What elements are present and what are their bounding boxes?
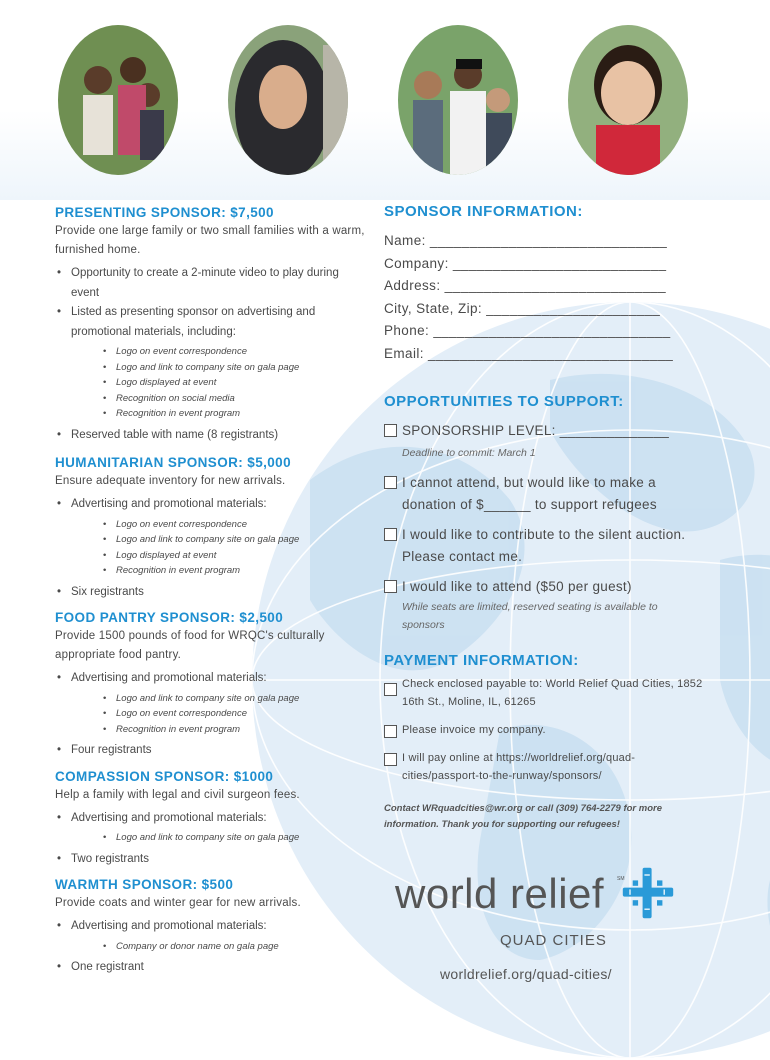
- sponsor-desc: Provide 1500 pounds of food for WRQC's culturally appropriate food pantry.: [55, 630, 325, 661]
- sub-item: • Logo and link to company site on gala page: [103, 532, 365, 548]
- sub-item: • Logo and link to company site on gala page: [103, 360, 365, 376]
- list-item: • Advertising and promotional materials: • Logo on event correspondence • Logo and link to company site on gala page • Logo displayed at event • Recognition in event program: [55, 495, 365, 579]
- photo-woman: [228, 25, 348, 175]
- sub-item: • Logo and link to company site on gala page: [103, 830, 365, 846]
- auction-option[interactable]: I would like to contribute to the silent auction. Please contact me.: [384, 524, 714, 568]
- city-state-zip-field[interactable]: City, State, Zip: ______________________: [384, 300, 661, 316]
- warmth-sponsor: [55, 877, 365, 978]
- sub-item: • Logo displayed at event: [103, 375, 365, 391]
- deadline-note: Deadline to commit: March 1: [402, 447, 536, 459]
- list-item: • Listed as presenting sponsor on advertising and promotional materials, including: • Logo on event correspondence • Logo and link to company site on gala page • Logo displayed at event • Recognition on social media • Recognition in event program: [55, 303, 365, 422]
- list-item: • Two registrants: [55, 850, 365, 870]
- name-field[interactable]: Name: ______________________________: [384, 233, 668, 248]
- sponsor-title: HUMANITARIAN SPONSOR: $5,000: [55, 455, 291, 470]
- sub-item: • Logo and link to company site on gala page: [103, 691, 365, 707]
- sponsor-form: [384, 203, 714, 833]
- service-mark: SM: [617, 876, 625, 882]
- checkbox[interactable]: [384, 476, 397, 489]
- checkbox[interactable]: [384, 683, 397, 696]
- checkbox[interactable]: [384, 528, 397, 541]
- opportunities-title: OPPORTUNITIES TO SUPPORT:: [384, 393, 624, 410]
- photo-family: [58, 25, 178, 175]
- sponsor-desc: Provide coats and winter gear for new arrivals.: [55, 897, 301, 909]
- phone-field[interactable]: Phone: ______________________________: [384, 323, 671, 338]
- list-item: • Advertising and promotional materials: • Logo and link to company site on gala page: [55, 809, 365, 846]
- list-item: • Opportunity to create a 2-minute video to play during event: [55, 264, 365, 303]
- sub-item: • Logo on event correspondence: [103, 517, 365, 533]
- sponsor-desc: Help a family with legal and civil surgeon fees.: [55, 788, 300, 801]
- sub-item: • Recognition in event program: [103, 406, 365, 422]
- sponsor-title: PRESENTING SPONSOR: $7,500: [55, 205, 274, 220]
- list-item: • Reserved table with name (8 registrants): [55, 426, 365, 446]
- list-item: • Six registrants: [55, 583, 365, 603]
- payment-title: PAYMENT INFORMATION:: [384, 652, 579, 669]
- sub-item: • Logo displayed at event: [103, 548, 365, 564]
- check-option[interactable]: Check enclosed payable to: World Relief Quad Cities, 1852 16th St., Moline, IL, 61265: [384, 675, 714, 711]
- sponsor-levels: [55, 205, 365, 986]
- donation-option[interactable]: I cannot attend, but would like to make a donation of $______ to support refugees: [384, 472, 714, 516]
- checkbox[interactable]: [384, 580, 397, 593]
- sub-item: • Recognition in event program: [103, 722, 365, 738]
- sub-item: • Logo on event correspondence: [103, 706, 365, 722]
- humanitarian-sponsor: [55, 455, 365, 602]
- world-relief-logo: [395, 866, 685, 956]
- sponsor-title: FOOD PANTRY SPONSOR: $2,500: [55, 610, 284, 625]
- sponsorship-level-option[interactable]: SPONSORSHIP LEVEL: ______________: [384, 420, 714, 442]
- list-item: • One registrant: [55, 958, 365, 978]
- checkbox[interactable]: [384, 424, 397, 437]
- sponsor-info-title: SPONSOR INFORMATION:: [384, 203, 583, 220]
- cross-icon: [621, 866, 675, 920]
- photo-men: [398, 25, 518, 175]
- website-link[interactable]: worldrelief.org/quad-cities/: [440, 966, 612, 982]
- email-field[interactable]: Email: _______________________________: [384, 345, 674, 361]
- sub-item: • Recognition in event program: [103, 563, 365, 579]
- presenting-sponsor: [55, 205, 365, 445]
- online-option[interactable]: I will pay online at https://worldrelief.org/quad-cities/passport-to-the-runway/sponsors/: [384, 749, 714, 785]
- sub-item: • Company or donor name on gala page: [103, 939, 365, 955]
- seating-note: While seats are limited, reserved seating is available to sponsors: [402, 601, 658, 631]
- sponsor-title: COMPASSION SPONSOR: $1000: [55, 768, 274, 784]
- address-field[interactable]: Address: ____________________________: [384, 278, 667, 293]
- list-item: • Advertising and promotional materials: • Logo and link to company site on gala page • Logo on event correspondence • Recognition in event program: [55, 669, 365, 737]
- sponsor-title: WARMTH SPONSOR: $500: [55, 877, 234, 892]
- checkbox[interactable]: [384, 725, 397, 738]
- sub-item: • Logo on event correspondence: [103, 344, 365, 360]
- sub-item: • Recognition on social media: [103, 391, 365, 407]
- logo-wordmark: world relief: [395, 870, 605, 917]
- sponsor-desc: Provide one large family or two small families with a warm, furnished home.: [55, 225, 365, 256]
- checkbox[interactable]: [384, 753, 397, 766]
- attend-option[interactable]: I would like to attend ($50 per guest): [384, 576, 714, 598]
- logo-subtitle: QUAD CITIES: [500, 932, 607, 949]
- list-item: • Advertising and promotional materials: • Company or donor name on gala page: [55, 917, 365, 954]
- invoice-option[interactable]: Please invoice my company.: [384, 721, 714, 739]
- sponsor-desc: Ensure adequate inventory for new arrivals.: [55, 475, 286, 487]
- compassion-sponsor: [55, 769, 365, 870]
- list-item: • Four registrants: [55, 741, 365, 761]
- food-pantry-sponsor: [55, 610, 365, 761]
- photo-girl: [568, 25, 688, 175]
- company-field[interactable]: Company: ___________________________: [384, 255, 667, 271]
- contact-info: Contact WRquadcities@wr.org or call (309) 764-2279 for more information. Thank you for supporting our refugees!: [384, 803, 662, 830]
